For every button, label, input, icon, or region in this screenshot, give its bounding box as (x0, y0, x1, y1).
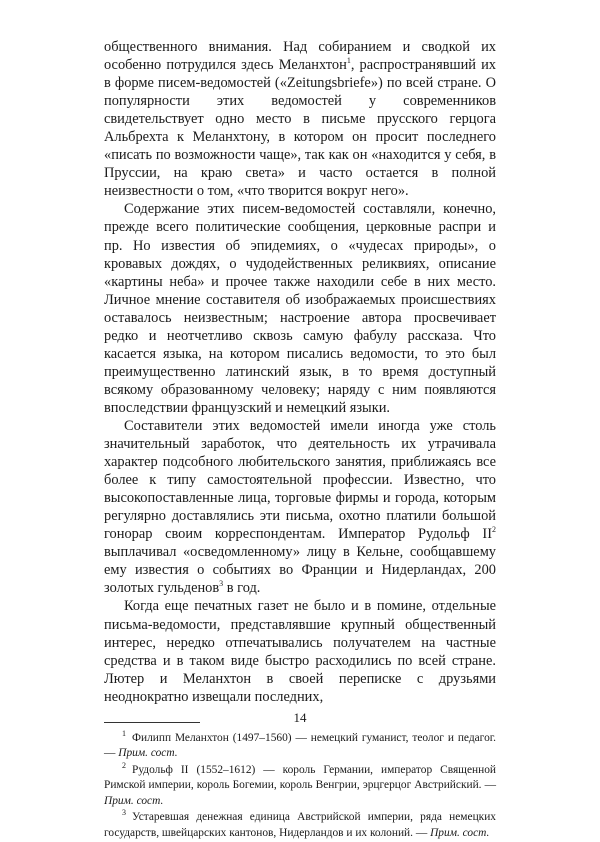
footnote-note: Прим. сост. (118, 747, 178, 760)
page-number: 14 (293, 710, 307, 725)
paragraph-3-part-b: выплачивал «осведомленному» лицу в Кельне, сообщавшему ему известия о событиях во Франции и Нидерландах, 200 золотых гульденов (104, 544, 496, 597)
footnote-number: 2 (122, 760, 126, 770)
footnote-ref-3: 3 (219, 579, 224, 589)
paragraph-1 (104, 38, 496, 200)
footnote-2 (104, 760, 496, 810)
footnote-number: 1 (122, 728, 126, 738)
paragraph-1-part-a: общественного внимания. Над собиранием и сводкой их особенно потрудился здесь Меланхтон (104, 39, 496, 74)
paragraph-2: Содержание этих писем-ведомостей составляли, конечно, прежде всего политические сообщения, церковные распри и пр. Но известия об эпидемиях, о «чудесах природы», о кровавых дождях, о чудодейственных реликвиях, описание «картины неба» и прочее также находили себе в них место. Личное мнение составителя об изображаемых происшествиях оставалось неизвестным; настроение автора просвечивает редко и неотчетливо сквозь самую фабулу рассказа. Что касается языка, на котором писались ведомости, то это был преимущественно латинский язык, в то время доступный всякому образованному человеку; наряду с ним появляются впоследствии французский и немецкий языки. (104, 201, 496, 416)
footnote-number: 3 (122, 808, 126, 818)
paragraph-1-part-b: , распространявший их в форме писем-ведомостей («Zeitungsbriefe») по всей стране. О популярности этих ведомостей у современников свидетельствует одно место в письме прусского герцога Альбрехта к Меланхтону, в котором он просит последнего «писать по возможности чаще», так как он «находится у себя, в Пруссии, на краю света» и часто остается в полной неизвестности о том, «что творится вокруг него». (104, 57, 496, 200)
paragraph-3-part-a: Составители этих ведомостей имели иногда уже столь значительный заработок, что деятельность их утрачивала характер подсобного любительского занятия, приближаясь все более к типу самостоятельной профессии. Известно, что высокопоставленные лица, торговые фирмы и города, которым регулярно доставлялись эти письма, охотно платили большой гонорар своим корреспондентам. Император Рудольф II (104, 417, 496, 543)
footnote-1 (104, 728, 496, 762)
paragraph-3-part-c: в год. (223, 580, 261, 597)
footnote-text: Филипп Меланхтон (1497–1560) — немецкий гуманист, теолог и педагог. — (104, 731, 496, 760)
footnote-note: Прим. сост. (104, 794, 164, 807)
paragraph-4: Когда еще печатных газет не было и в помине, отдельные письма-ведомости, представлявшие крупный общественный интерес, нередко отпечатывались получателем на частные средства и в таком виде быстро расходились по всей стране. Лютер и Меланхтон в своей переписке с друзьями неоднократно извещали последних, (104, 598, 496, 705)
footnote-note: Прим. сост. (430, 826, 490, 839)
footnote-3 (104, 810, 496, 841)
footnote-ref-1: 1 (346, 56, 351, 66)
footnote-ref-2: 2 (492, 525, 496, 535)
footnote-text: Устаревшая денежная единица Австрийской империи, ряда немецких государств, швейцарских кантонов, Нидерландов и их колоний. — (104, 811, 496, 839)
paragraph-3 (104, 417, 496, 597)
footnote-text: Рудольф II (1552–1612) — король Германии, император Священной Римской империи, король Богемии, король Венгрии, эрцгерцог Австрийский. — (104, 763, 496, 792)
